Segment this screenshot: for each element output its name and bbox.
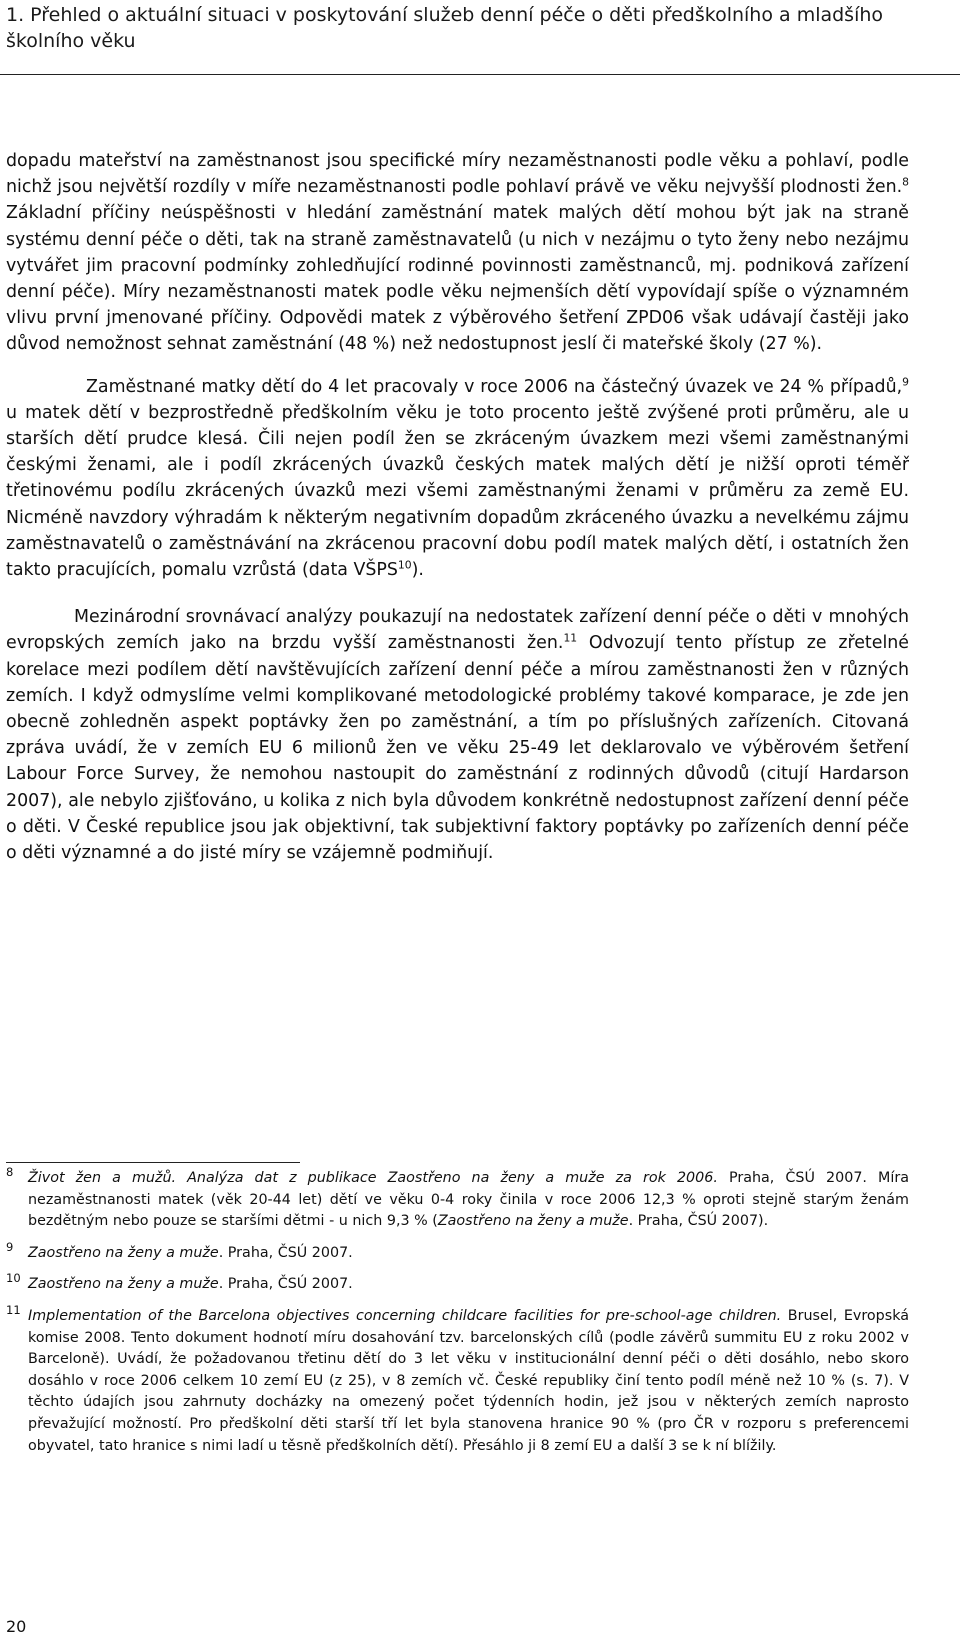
footnote-number: 10	[6, 1271, 21, 1286]
footnote-number: 11	[6, 1302, 21, 1317]
footnote-ref-10[interactable]: 10	[397, 558, 412, 572]
paragraph-2-text-a: Zaměstnané matky dětí do 4 let pracovaly v roce 2006 na částečný úvazek ve 24 % případů,	[86, 376, 903, 397]
footnote-8	[6, 1165, 910, 1233]
footnote-source-title: Implementation of the Barcelona objectives concerning childcare facilities for pre-school-age children.	[28, 1307, 782, 1324]
paragraph-3-text-a: Mezinárodní srovnávací analýzy poukazují na nedostatek zařízení denní péče o děti v mnohých evropských zemích jako na brzdu vyšší zaměstnanosti žen.	[6, 607, 909, 654]
main-text	[6, 148, 909, 866]
footnote-text: Praha, ČSÚ 2007. Míra nezaměstnanosti matek (věk 20-44 let) dětí ve věku 0-4 roky činila v roce 2006 12,3 % oproti stejně starým ženám bezdětným nebo pouze se staršími dětmi - u nich 9,3 % (	[28, 1170, 910, 1230]
header-divider	[0, 74, 960, 75]
footnote-divider	[6, 1162, 300, 1163]
footnote-9	[6, 1239, 909, 1265]
running-header-title: 1. Přehled o aktuální situaci v poskytování služeb denní péče o děti předškolního a mladšího školního věku	[6, 4, 884, 52]
paragraph-2	[6, 374, 909, 584]
paragraph-1	[6, 148, 909, 358]
footnotes	[6, 1165, 910, 1467]
paragraph-2-text-b: u matek dětí v bezprostředně předškolním věku je toto procento ještě zvýšené proti průměru, ale u starších dětí prudce klesá. Čili nejen podíl žen se zkráceným úvazkem mezi všemi zaměstnanými českými ženami, ale i podíl zkrácených úvazků českých matek malých dětí je nižší oproti téměř třetinovému podílu zkrácených úvazků mezi všemi zaměstnanými ženami v průměru za země EU. Nicméně navzdory výhradám k některým negativním dopadům zkráceného úvazku a nevelkému zájmu zaměstnavatelů o zaměstnávání na zkrácenou pracovní dobu podíl matek malých dětí, i ostatních žen takto pracujících, pomalu vzrůstá (data VŠPS	[6, 402, 909, 581]
footnote-text: . Praha, ČSÚ 2007.	[218, 1244, 353, 1261]
paragraph-3	[6, 604, 909, 866]
footnote-text: . Praha, ČSÚ 2007.	[218, 1276, 353, 1293]
footnote-source-title: Život žen a mužů. Analýza dat z publikace Zaostřeno na ženy a muže za rok 2006.	[28, 1170, 718, 1186]
footnote-source-title: Zaostřeno na ženy a muže	[437, 1213, 629, 1230]
footnote-ref-11[interactable]: 11	[563, 631, 578, 645]
footnote-text: Brusel, Evropská komise 2008. Tento dokument hodnotí míru dosahování tzv. barcelonských cílů (podle závěrů summitu EU z roku 2002 v Barceloně). Uvádí, že požadovanou třetinu dětí do 3 let věku v institucionální denní péči o děti dosáhlo, nebo skoro dosáhlo v roce 2006 celkem 10 zemí EU (z 25), v 8 zemích vč. České republiky činí tento podíl méně než 10 % (s. 7). V těchto údajích jsou zahrnuty docházky na omezený počet týdenních hodin, jež jsou v některých zemích naprosto převažující možností. Pro předškolní děti starší tří let byla stanovena hranice 90 % (pro ČR v rozporu s preferencemi obyvatel, tato hranice s nimi ladí u těsně předškolních dětí). Přesáhlo ji 8 zemí EU a další 3 se k ní blížily.	[28, 1307, 909, 1454]
paragraph-1-text-b: Základní příčiny neúspěšnosti v hledání zaměstnání matek malých dětí mohou být jak na straně systému denní péče o děti, tak na straně zaměstnavatelů (u nich v nezájmu o tyto ženy nebo nezájmu vytvářet jim pracovní podmínky zohledňující rodinné povinnosti zaměstnanců, mj. podniková zařízení denní péče). Míry nezaměstnanosti matek podle věku nejmenších dětí vypovídají spíše o významném vlivu první jmenované příčiny. Odpovědi matek z výběrového šetření ZPD06 však udávají častěji jako důvod nemožnost sehnat zaměstnání (48 %) než nedostupnost jeslí či mateřské školy (27 %).	[6, 203, 909, 355]
running-header	[6, 2, 954, 54]
paragraph-2-text-c: ).	[411, 560, 424, 581]
page-number: 20	[6, 1617, 27, 1636]
footnote-ref-8[interactable]: 8	[902, 175, 909, 189]
footnote-10	[6, 1271, 909, 1296]
paragraph-1-text-a: dopadu mateřství na zaměstnanost jsou specifické míry nezaměstnanosti podle věku a pohlaví, podle nichž jsou největší rozdíly v míře nezaměstnanosti podle pohlaví právě ve věku nejvyšší plodnosti žen.	[6, 151, 909, 198]
footnote-source-title: Zaostřeno na ženy a muže	[28, 1244, 219, 1261]
footnote-number: 8	[6, 1165, 14, 1179]
footnote-11	[6, 1302, 909, 1457]
footnote-text: . Praha, ČSÚ 2007).	[628, 1213, 769, 1230]
paragraph-3-text-b: Odvozují tento přístup ze zřetelné korelace mezi podílem dětí navštěvujících zařízení denní péče a mírou zaměstnanosti žen v různých zemích. I když odmyslíme velmi komplikované metodologické problémy takové komparace, je zde jen obecně zohledněn aspekt poptávky žen po zaměstnání, a tím po příslušných zařízeních. Citovaná zpráva uvádí, že v zemích EU 6 milionů žen ve věku 25-49 let deklarovalo ve výběrovém šetření Labour Force Survey, že nemohou nastoupit do zaměstnání z rodinných důvodů (citují Hardarson 2007), ale nebylo zjišťováno, u kolika z nich byla důvodem konkrétně nedostupnost zařízení denní péče o děti. V České republice jsou jak objektivní, tak subjektivní faktory poptávky po zařízeních denní péče o děti významné a do jisté míry se vzájemně podmiňují.	[6, 633, 910, 864]
footnote-number: 9	[6, 1239, 14, 1254]
footnote-source-title: Zaostřeno na ženy a muže	[28, 1276, 219, 1293]
footnote-ref-9[interactable]: 9	[902, 374, 909, 388]
